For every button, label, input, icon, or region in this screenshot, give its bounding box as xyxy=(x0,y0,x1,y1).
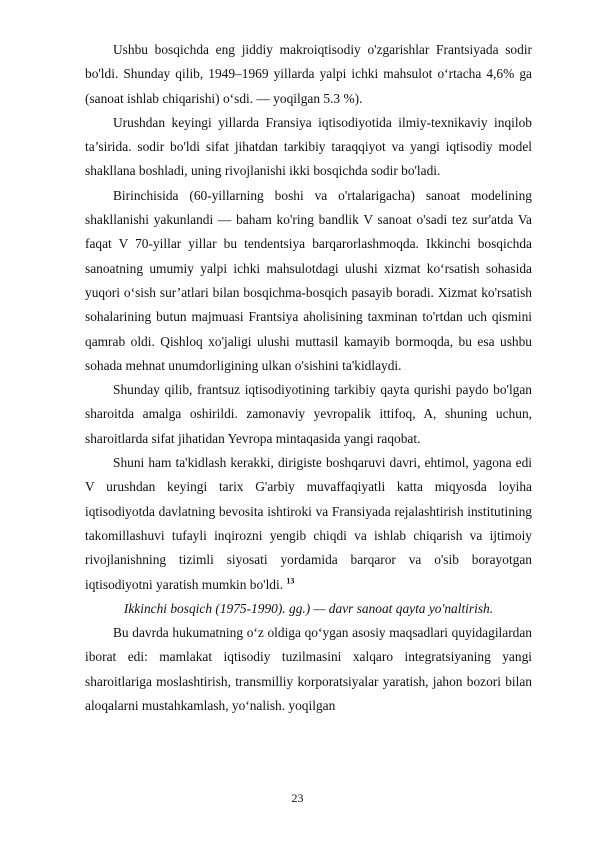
paragraph-dirigiste-text: Shuni ham ta'kidlash kerakki, dirigiste boshqaruvi davri, ehtimol, yagona edi V urushdan keyingi tarix G'arbiy muvaffaqiyatli katta miqyosda loyiha iqtisodiyotda davlatning bevosita ishtiroki va Fransiyada rejalashtirish institutining takomillashuvi tufayli inqirozni yengib chiqdi va ishlab chiqarish va ijtimoiy rivojlanishning tizimli siyosati yordamida barqaror va o'sib borayotgan iqtisodiyotni yaratish mumkin bo'ldi. xyxy=(85,455,532,592)
paragraph-postwar-revolution: Urushdan keyingi yillarda Fransiya iqtisodiyotida ilmiy-texnikaviy inqilob ta’sirida. sodir bo'ldi sifat jihatdan tarkibiy taraqqiyot va yangi iqtisodiy model shakllana boshladi, uning rivojlanishi ikki bosqichda sodir bo'ladi. xyxy=(85,114,532,179)
footnote-reference[interactable]: 13 xyxy=(286,576,295,586)
paragraph-macroeconomic-changes: Ushbu bosqichda eng jiddiy makroiqtisodiy o'zgarishlar Frantsiyada sodir bo'ldi. Shunday qilib, 1949–1969 yillarda yalpi ichki mahsulot o‘rtacha 4,6% ga (sanoat ishlab chiqarishi) o‘sdi. — yoqilgan 5.3 %). xyxy=(85,42,532,106)
paragraph-restructuring: Shunday qilib, frantsuz iqtisodiyotining tarkibiy qayta qurishi paydo bo'lgan sharoitda amalga oshirildi. zamonaviy yevropalik ittifoq, A, shuning uchun, sharoitlarda sifat jihatidan Yevropa mintaqasida yangi raqobat. xyxy=(85,382,532,446)
page-number: 23 xyxy=(291,791,304,805)
paragraph-dirigiste xyxy=(85,451,532,597)
document-page xyxy=(85,38,532,718)
section-heading: Ikkinchi bosqich (1975-1990). gg.) — davr sanoat qayta yo'naltirish. xyxy=(123,600,494,616)
paragraph-second-stage: Bu davrda hukumatning o‘z oldiga qo‘ygan asosiy maqsadlari quyidagilardan iborat edi: mamlakat iqtisodiy tuzilmasini xalqaro integratsiyaning yangi sharoitlariga moslashtirish, transmilliy korporatsiyalar yaratish, jahon bozori bilan aloqalarni mustahkamlash, yo‘nalish. yoqilgan xyxy=(85,625,532,714)
paragraph-first-stage: Birinchisida (60-yillarning boshi va o'rtalarigacha) sanoat modelining shakllanishi yakunlandi — baham ko'ring bandlik V sanoat o'sadi tez sur'atda Va faqat V 70-yillar yillar bu tendentsiya barqarorlashmoqda. Ikkinchi bosqichda sanoatning umumiy yalpi ichki mahsulotdagi ulushi xizmat ko‘rsatish sohasida yuqori o‘sish sur’atlari bilan bosqichma-bosqich pasayib boradi. Xizmat ko'rsatish sohalarining butun majmuasi Frantsiya aholisining taxminan to'rtdan uch qismini qamrab oldi. Qishloq xo'jaligi ulushi muttasil kamayib bormoqda, bu esa ushbu sohada mehnat unumdorligining ulkan o'sishini ta'kidlaydi. xyxy=(85,187,532,373)
